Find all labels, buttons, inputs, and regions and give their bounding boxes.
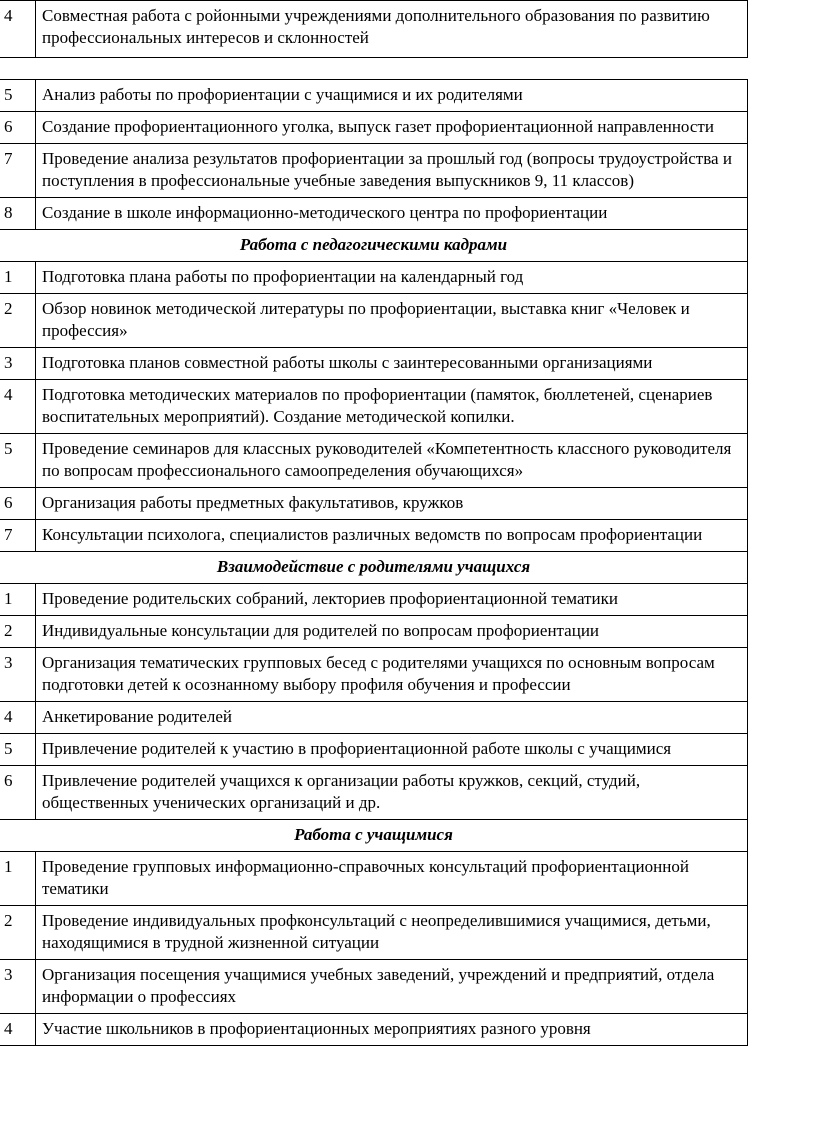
row-text: Создание профориентационного уголка, выпуск газет профориентационной направленности <box>36 112 748 144</box>
table-row <box>0 584 748 616</box>
section-title-students: Работа с учащимися <box>0 820 748 852</box>
row-text: Проведение индивидуальных профконсультаций с неопределившимися учащимися, детьми, находящимися в трудной жизненной ситуации <box>36 906 748 960</box>
table-row <box>0 852 748 906</box>
row-number: 4 <box>0 1014 36 1046</box>
row-number: 5 <box>0 80 36 112</box>
table-row <box>0 80 748 112</box>
row-text: Создание в школе информационно-методического центра по профориентации <box>36 198 748 230</box>
row-text: Консультации психолога, специалистов различных ведомств по вопросам профориентации <box>36 520 748 552</box>
row-number: 2 <box>0 294 36 348</box>
table-row <box>0 960 748 1014</box>
table-row <box>0 702 748 734</box>
table-row <box>0 380 748 434</box>
section-header-row <box>0 820 748 852</box>
row-number: 4 <box>0 702 36 734</box>
plan-table-top <box>0 0 748 58</box>
row-number: 5 <box>0 434 36 488</box>
table-row <box>0 1 748 58</box>
row-text: Анкетирование родителей <box>36 702 748 734</box>
row-text: Проведение родительских собраний, лекториев профориентационной тематики <box>36 584 748 616</box>
row-text: Проведение групповых информационно-справочных консультаций профориентационной тематики <box>36 852 748 906</box>
row-text: Проведение анализа результатов профориентации за прошлый год (вопросы трудоустройства и поступления в профессиональные учебные заведения выпускников 9, 11 классов) <box>36 144 748 198</box>
row-text: Привлечение родителей к участию в профориентационной работе школы с учащимися <box>36 734 748 766</box>
row-text: Привлечение родителей учащихся к организации работы кружков, секций, студий, общественных ученических организаций и др. <box>36 766 748 820</box>
row-number: 2 <box>0 616 36 648</box>
table-row <box>0 1014 748 1046</box>
row-number: 7 <box>0 144 36 198</box>
section-header-row <box>0 552 748 584</box>
main-table-body <box>0 80 748 1046</box>
table-row <box>0 734 748 766</box>
row-number: 4 <box>0 380 36 434</box>
row-number: 1 <box>0 852 36 906</box>
table-row <box>0 616 748 648</box>
row-text: Подготовка методических материалов по профориентации (памяток, бюллетеней, сценариев воспитательных мероприятий). Создание методической копилки. <box>36 380 748 434</box>
row-text: Организация тематических групповых бесед с родителями учащихся по основным вопросам подготовки детей к осознанному выбору профиля обучения и профессии <box>36 648 748 702</box>
row-number: 6 <box>0 488 36 520</box>
section-header-row <box>0 230 748 262</box>
row-text: Организация работы предметных факультативов, кружков <box>36 488 748 520</box>
table-row <box>0 906 748 960</box>
row-text: Подготовка плана работы по профориентации на календарный год <box>36 262 748 294</box>
table-row <box>0 294 748 348</box>
row-number: 2 <box>0 906 36 960</box>
table-row <box>0 262 748 294</box>
row-text: Организация посещения учащимися учебных заведений, учреждений и предприятий, отдела информации о профессиях <box>36 960 748 1014</box>
row-number: 4 <box>0 1 36 58</box>
row-number: 8 <box>0 198 36 230</box>
table-row <box>0 348 748 380</box>
table-row <box>0 144 748 198</box>
table-row <box>0 488 748 520</box>
row-text: Участие школьников в профориентационных мероприятиях разного уровня <box>36 1014 748 1046</box>
top-table-body <box>0 1 748 58</box>
row-number: 3 <box>0 960 36 1014</box>
table-row <box>0 766 748 820</box>
row-number: 3 <box>0 348 36 380</box>
row-text: Обзор новинок методической литературы по профориентации, выставка книг «Человек и профессия» <box>36 294 748 348</box>
row-text: Проведение семинаров для классных руководителей «Компетентность классного руководителя по вопросам профессионального самоопределения обучающихся» <box>36 434 748 488</box>
table-row <box>0 198 748 230</box>
table-row <box>0 520 748 552</box>
row-number: 6 <box>0 112 36 144</box>
row-number: 5 <box>0 734 36 766</box>
section-title-parents: Взаимодействие с родителями учащихся <box>0 552 748 584</box>
row-text: Анализ работы по профориентации с учащимися и их родителями <box>36 80 748 112</box>
row-text: Совместная работа с ройонными учреждениями дополнительного образования по развитию профессиональных интересов и склонностей <box>36 1 748 58</box>
row-text: Подготовка планов совместной работы школы с заинтересованными организациями <box>36 348 748 380</box>
section-title-teachers: Работа с педагогическими кадрами <box>0 230 748 262</box>
plan-table-main <box>0 79 748 1046</box>
row-number: 3 <box>0 648 36 702</box>
table-row <box>0 434 748 488</box>
row-number: 1 <box>0 584 36 616</box>
row-number: 1 <box>0 262 36 294</box>
row-number: 7 <box>0 520 36 552</box>
row-text: Индивидуальные консультации для родителей по вопросам профориентации <box>36 616 748 648</box>
table-row <box>0 648 748 702</box>
row-number: 6 <box>0 766 36 820</box>
table-row <box>0 112 748 144</box>
